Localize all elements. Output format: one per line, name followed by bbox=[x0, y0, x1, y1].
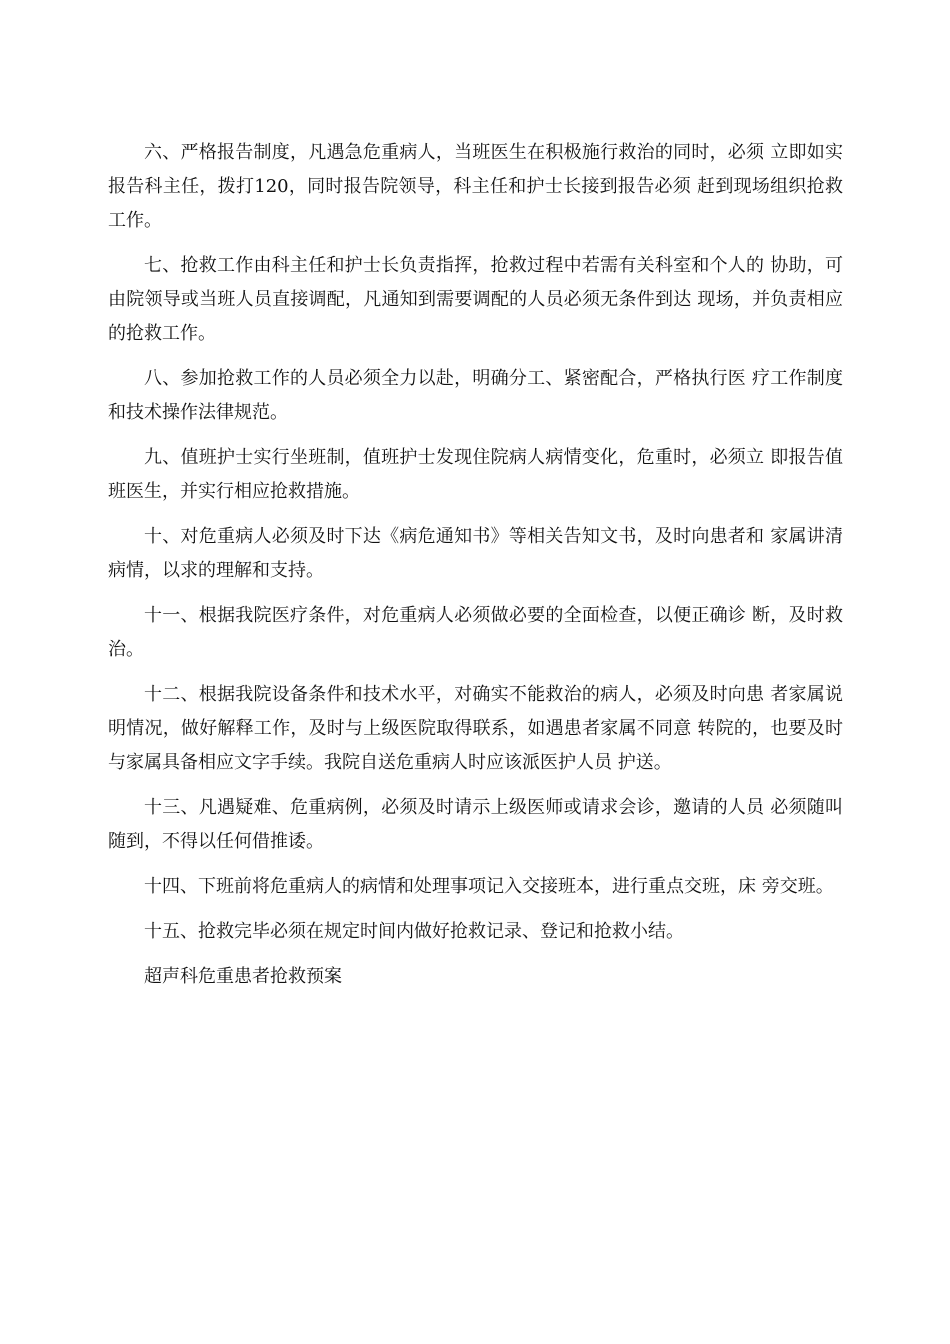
paragraph-rule-15: 十五、抢救完毕必须在规定时间内做好抢救记录、登记和抢救小结。 bbox=[144, 921, 684, 942]
section-heading: 超声科危重患者抢救预案 bbox=[144, 966, 342, 987]
paragraph-rule-13: 十三、凡遇疑难、危重病例，必须及时请示上级医师或请求会诊，邀请的人员 必须随叫随到，不得以任何借推诿。 bbox=[108, 797, 843, 852]
paragraph-rule-9: 九、值班护士实行坐班制，值班护士发现住院病人病情变化，危重时，必须立 即报告值班医生，并实行相应抢救措施。 bbox=[108, 447, 843, 502]
document-body bbox=[108, 136, 843, 994]
paragraph-rule-14: 十四、下班前将危重病人的病情和处理事项记入交接班本，进行重点交班，床 旁交班。 bbox=[144, 876, 834, 897]
paragraph-rule-10: 十、对危重病人必须及时下达《病危通知书》等相关告知文书，及时向患者和 家属讲清病情，以求的理解和支持。 bbox=[108, 526, 843, 581]
paragraph-rule-7: 七、抢救工作由科主任和护士长负责指挥，抢救过程中若需有关科室和个人的 协助，可由院领导或当班人员直接调配，凡通知到需要调配的人员必须无条件到达 现场，并负责相应的抢救工作。 bbox=[108, 255, 843, 344]
paragraph-rule-11: 十一、根据我院医疗条件，对危重病人必须做必要的全面检查，以便正确诊 断，及时救治。 bbox=[108, 605, 843, 660]
paragraph-rule-8: 八、参加抢救工作的人员必须全力以赴，明确分工、紧密配合，严格执行医 疗工作制度和技术操作法律规范。 bbox=[108, 368, 843, 423]
paragraph-rule-6: 六、严格报告制度，凡遇急危重病人，当班医生在积极施行救治的同时，必须 立即如实报告科主任，拨打120，同时报告院领导，科主任和护士长接到报告必须 赶到现场组织抢救工作。 bbox=[108, 142, 843, 231]
paragraph-rule-12: 十二、根据我院设备条件和技术水平，对确实不能救治的病人，必须及时向患 者家属说明情况，做好解释工作，及时与上级医院取得联系，如遇患者家属不同意 转院的，也要及时与家属具备相应文字手续。我院自送危重病人时应该派医护人员 护送。 bbox=[108, 684, 843, 773]
